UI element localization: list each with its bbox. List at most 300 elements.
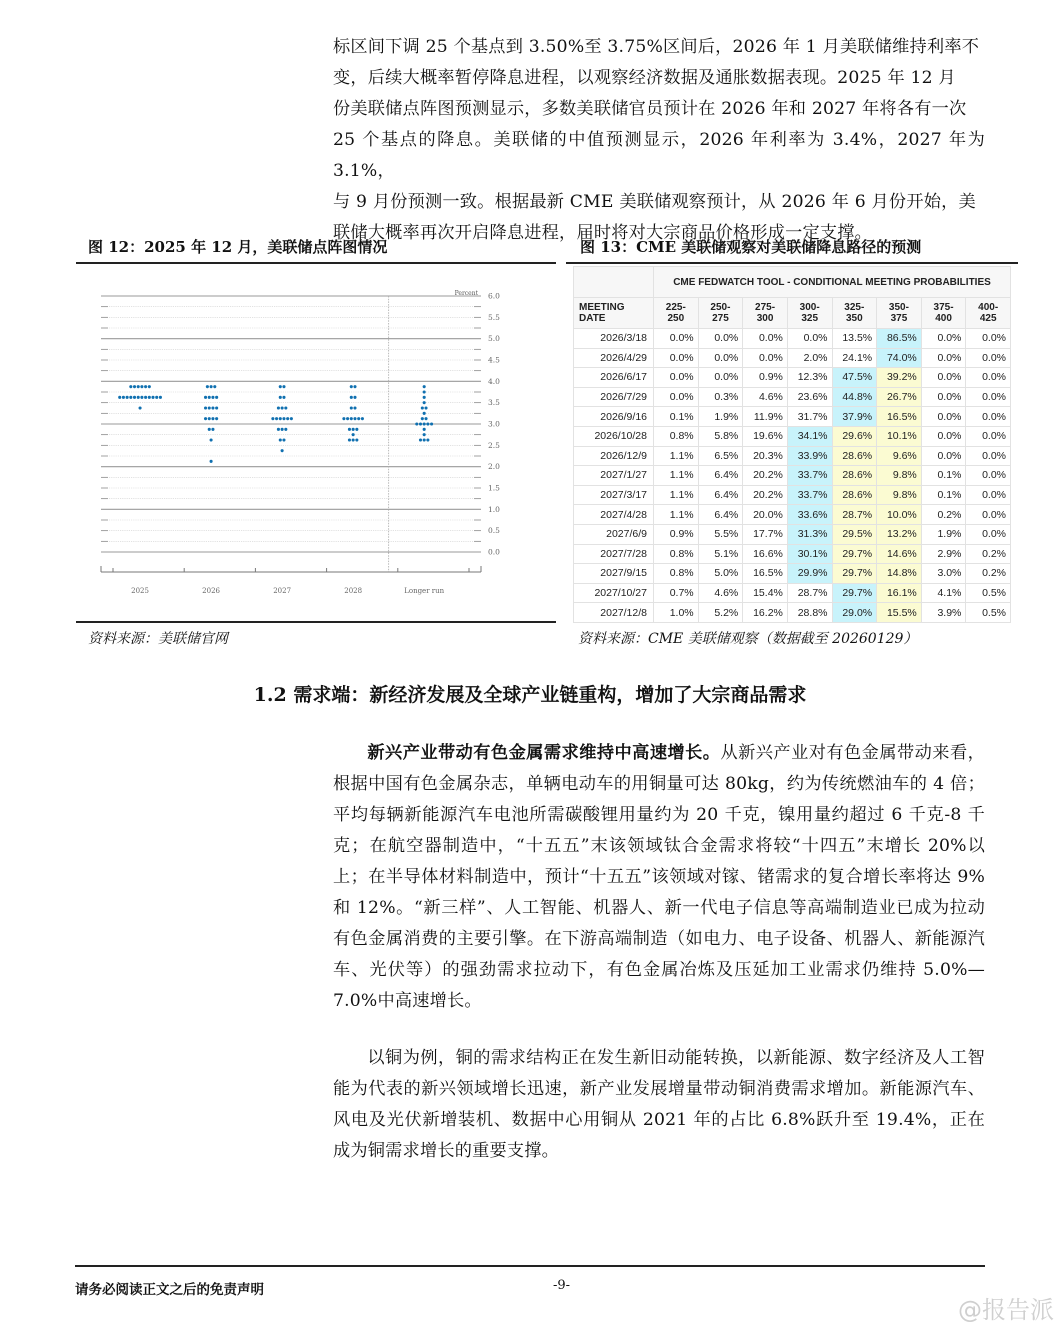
dot-point [352, 433, 355, 436]
probability-cell: 20.0% [743, 505, 788, 525]
dot-point [353, 385, 356, 388]
probability-cell: 14.8% [877, 564, 922, 584]
dot-point [129, 385, 132, 388]
table-row [574, 505, 1011, 525]
dot-point [204, 417, 207, 420]
probability-cell: 34.1% [787, 426, 832, 446]
probability-cell: 29.0% [832, 603, 877, 623]
dot-point [350, 385, 353, 388]
x-tick-label: 2026 [202, 587, 221, 595]
paragraph-body: 以铜为例，铜的需求结构正在发生新旧动能转换，以新能源、数字经济及人工智能为代表的新兴领域增长迅速，新产业发展增量带动铜消费需求增加。新能源汽车、风电及光伏新增装机、数据中心用铜从 2021 年的占比 6.8%跃升至 19.4%，正在成为铜需求增长的重要支撑。 [333, 1048, 985, 1161]
dot-point [211, 417, 214, 420]
dot-point [140, 385, 143, 388]
probability-cell: 19.6% [743, 426, 788, 446]
dot-point [215, 406, 218, 409]
dot-point [423, 438, 426, 441]
figure-12-bottom-rule [76, 621, 556, 623]
paragraph-lead: 新兴产业带动有色金属需求维持中高速增长。 [367, 743, 721, 763]
dot-point [286, 417, 289, 420]
dot-point [129, 396, 132, 399]
probability-cell: 0.0% [698, 329, 743, 349]
probability-cell: 5.0% [698, 564, 743, 584]
dot-point [211, 406, 214, 409]
probability-cell: 5.8% [698, 426, 743, 446]
dot-point [424, 417, 427, 420]
probability-cell: 31.3% [787, 524, 832, 544]
x-tick-label: Longer run [404, 587, 445, 595]
probability-cell: 31.7% [787, 407, 832, 427]
y-tick-label: 2.5 [488, 440, 500, 450]
probability-cell: 6.5% [698, 446, 743, 466]
dot-point [419, 422, 422, 425]
probability-cell: 20.2% [743, 485, 788, 505]
probability-cell: 0.8% [654, 426, 699, 446]
x-tick-label: 2027 [273, 587, 292, 595]
probability-cell: 0.0% [966, 387, 1011, 407]
probability-cell: 0.2% [921, 505, 966, 525]
y-tick-label: 2.0 [488, 462, 500, 472]
dot-point [355, 438, 358, 441]
meeting-date-cell: 2027/10/27 [574, 583, 654, 603]
dot-point [350, 396, 353, 399]
dot-point [352, 428, 355, 431]
probability-cell: 0.0% [921, 446, 966, 466]
probability-cell: 13.5% [832, 329, 877, 349]
probability-cell: 0.2% [966, 544, 1011, 564]
probability-cell: 0.0% [966, 466, 1011, 486]
probability-cell: 10.0% [877, 505, 922, 525]
dot-point [281, 449, 284, 452]
probability-cell: 39.2% [877, 368, 922, 388]
y-tick-label: 3.0 [488, 419, 500, 429]
probability-cell: 4.6% [743, 387, 788, 407]
cme-fedwatch-table-wrap [573, 266, 1011, 623]
probability-cell: 0.8% [654, 564, 699, 584]
dot-point [140, 396, 143, 399]
probability-cell: 0.0% [921, 426, 966, 446]
dot-point [423, 428, 426, 431]
table-row [574, 407, 1011, 427]
probability-cell: 0.5% [966, 583, 1011, 603]
probability-cell: 20.2% [743, 466, 788, 486]
probability-cell: 33.9% [787, 446, 832, 466]
table-corner-cell [574, 267, 654, 298]
probability-cell: 11.9% [743, 407, 788, 427]
meeting-date-cell: 2027/9/15 [574, 564, 654, 584]
dot-point [342, 417, 345, 420]
probability-cell: 3.9% [921, 603, 966, 623]
intro-line: 份美联储点阵图预测显示，多数美联储官员预计在 2026 年和 2027 年将各有一次 [333, 99, 967, 119]
table-row [574, 446, 1011, 466]
probability-cell: 0.0% [921, 387, 966, 407]
probability-cell: 9.8% [877, 485, 922, 505]
table-header-row [574, 298, 1011, 329]
probability-cell: 0.0% [966, 329, 1011, 349]
dot-plot-chart [90, 280, 530, 610]
dot-point [159, 396, 162, 399]
dot-point [208, 406, 211, 409]
dot-point [206, 385, 209, 388]
dot-point [126, 396, 129, 399]
probability-cell: 6.4% [698, 505, 743, 525]
dot-point [271, 417, 274, 420]
dot-point [348, 428, 351, 431]
dot-point [210, 438, 213, 441]
figure-13-rule [566, 262, 1018, 264]
dot-point [352, 438, 355, 441]
probability-cell: 1.1% [654, 485, 699, 505]
probability-cell: 33.7% [787, 485, 832, 505]
y-tick-label: 1.0 [488, 504, 500, 514]
dot-point [282, 396, 285, 399]
probability-cell: 16.1% [877, 583, 922, 603]
y-tick-label: 6.0 [488, 291, 500, 301]
table-row [574, 524, 1011, 544]
probability-cell: 15.5% [877, 603, 922, 623]
probability-cell: 16.5% [877, 407, 922, 427]
probability-cell: 47.5% [832, 368, 877, 388]
probability-cell: 13.2% [877, 524, 922, 544]
dot-point [208, 428, 211, 431]
column-header-rate-range: 275-300 [743, 298, 788, 329]
table-row [574, 387, 1011, 407]
y-tick-label: 4.5 [488, 355, 500, 365]
probability-cell: 28.6% [832, 446, 877, 466]
dot-plot-y-label: Percent [454, 290, 478, 297]
probability-cell: 29.7% [832, 583, 877, 603]
probability-cell: 0.1% [921, 466, 966, 486]
table-title: CME FEDWATCH TOOL - CONDITIONAL MEETING PROBABILITIES [654, 267, 1011, 298]
cme-fedwatch-table [573, 266, 1011, 623]
probability-cell: 10.1% [877, 426, 922, 446]
probability-cell: 0.0% [921, 407, 966, 427]
meeting-date-cell: 2027/7/28 [574, 544, 654, 564]
y-tick-label: 5.5 [488, 312, 500, 322]
dot-point [210, 460, 213, 463]
probability-cell: 16.2% [743, 603, 788, 623]
probability-cell: 0.5% [966, 603, 1011, 623]
x-tick-label: 2025 [131, 587, 149, 595]
meeting-date-cell: 2026/9/16 [574, 407, 654, 427]
x-tick-label: 2028 [344, 587, 363, 595]
y-tick-label: 1.5 [488, 483, 500, 493]
probability-cell: 28.8% [787, 603, 832, 623]
probability-cell: 0.0% [921, 348, 966, 368]
table-row [574, 583, 1011, 603]
probability-cell: 29.7% [832, 564, 877, 584]
dot-point [353, 406, 356, 409]
probability-cell: 0.3% [698, 387, 743, 407]
probability-cell: 29.6% [832, 426, 877, 446]
probability-cell: 0.0% [966, 446, 1011, 466]
dot-point [353, 396, 356, 399]
intro-line: 变，后续大概率暂停降息进程，以观察经济数据及通胀数据表现。2025 年 12 月 [333, 68, 956, 88]
probability-cell: 0.1% [921, 485, 966, 505]
dot-point [350, 406, 353, 409]
probability-cell: 3.0% [921, 564, 966, 584]
meeting-date-cell: 2026/4/29 [574, 348, 654, 368]
dot-point [426, 422, 429, 425]
probability-cell: 0.0% [921, 329, 966, 349]
dot-point [281, 428, 284, 431]
table-body [574, 329, 1011, 623]
probability-cell: 1.1% [654, 466, 699, 486]
probability-cell: 37.9% [832, 407, 877, 427]
intro-line: 联储大概率再次开启降息进程，届时将对大宗商品价格形成一定支撑。 [333, 223, 873, 243]
probability-cell: 33.6% [787, 505, 832, 525]
dot-point [279, 417, 282, 420]
dot-point [213, 385, 216, 388]
probability-cell: 0.0% [966, 407, 1011, 427]
meeting-date-cell: 2026/6/17 [574, 368, 654, 388]
dot-point [277, 406, 280, 409]
dot-point [423, 390, 426, 393]
dot-point [282, 438, 285, 441]
probability-cell: 23.6% [787, 387, 832, 407]
probability-cell: 0.0% [654, 387, 699, 407]
dot-point [133, 396, 136, 399]
dot-point [281, 406, 284, 409]
probability-cell: 28.6% [832, 485, 877, 505]
dot-point [137, 396, 140, 399]
paragraph-body: 从新兴产业对有色金属带动来看，根据中国有色金属杂志，单辆电动车的用铜量可达 80kg，约为传统燃油车的 4 倍；平均每辆新能源汽车电池所需碳酸锂用量约为 20 千克，镍用量约超过 6 千克-8 千克；在航空器制造中，“十五五”末该领域钛合金需求将较“十四五”末增长 20%以上；在半导体材料制造中，预计“十五五”该领域对镓、锗需求的复合增长率将达 9%和 12%。“新三样”、人工智能、机器人、新一代电子信息等高端制造业已成为拉动有色金属消费的主要引擎。在下游高端制造（如电力、电子设备、机器人、新能源汽车、光伏等）的强劲需求拉动下，有色金属冶炼及压延加工业需求仍维持 5.0%—7.0%中高速增长。 [333, 743, 985, 1011]
probability-cell: 0.0% [966, 524, 1011, 544]
column-header-rate-range: 300-325 [787, 298, 832, 329]
probability-cell: 5.2% [698, 603, 743, 623]
dot-point [151, 396, 154, 399]
column-header-rate-range: 250-275 [698, 298, 743, 329]
figure-13-title: 图 13：CME 美联储观察对美联储降息路径的预测 [580, 238, 922, 256]
dot-point [215, 396, 218, 399]
column-header-meeting-date: MEETING DATE [574, 298, 654, 329]
probability-cell: 2.9% [921, 544, 966, 564]
dot-point [279, 385, 282, 388]
probability-cell: 28.7% [787, 583, 832, 603]
dot-point [423, 401, 426, 404]
probability-cell: 33.7% [787, 466, 832, 486]
probability-cell: 30.1% [787, 544, 832, 564]
dot-point [275, 417, 278, 420]
probability-cell: 4.6% [698, 583, 743, 603]
dot-point [426, 438, 429, 441]
column-header-rate-range: 350-375 [877, 298, 922, 329]
probability-cell: 44.8% [832, 387, 877, 407]
dot-point [415, 422, 418, 425]
meeting-date-cell: 2026/12/9 [574, 446, 654, 466]
probability-cell: 28.7% [832, 505, 877, 525]
dot-point [421, 417, 424, 420]
probability-cell: 1.9% [921, 524, 966, 544]
probability-cell: 1.1% [654, 446, 699, 466]
table-row [574, 544, 1011, 564]
probability-cell: 9.8% [877, 466, 922, 486]
probability-cell: 2.0% [787, 348, 832, 368]
probability-cell: 28.6% [832, 466, 877, 486]
intro-paragraph [333, 32, 985, 249]
dot-point [118, 396, 121, 399]
dot-point [423, 412, 426, 415]
probability-cell: 1.9% [698, 407, 743, 427]
dot-point [279, 396, 282, 399]
intro-line: 25 个基点的降息。美联储的中值预测显示，2026 年利率为 3.4%，2027 年为 3.1%， [333, 130, 985, 181]
meeting-date-cell: 2026/3/18 [574, 329, 654, 349]
probability-cell: 0.0% [966, 485, 1011, 505]
probability-cell: 1.0% [654, 603, 699, 623]
table-row [574, 368, 1011, 388]
y-tick-label: 0.5 [488, 526, 500, 536]
probability-cell: 0.0% [654, 348, 699, 368]
dot-point [423, 396, 426, 399]
probability-cell: 0.0% [743, 329, 788, 349]
dot-point [284, 428, 287, 431]
probability-cell: 14.6% [877, 544, 922, 564]
probability-cell: 26.7% [877, 387, 922, 407]
figure-12-title: 图 12：2025 年 12 月，美联储点阵图情况 [88, 238, 388, 256]
probability-cell: 9.6% [877, 446, 922, 466]
column-header-rate-range: 325-350 [832, 298, 877, 329]
probability-cell: 0.8% [654, 544, 699, 564]
table-row [574, 564, 1011, 584]
dot-point [290, 417, 293, 420]
dot-point [419, 438, 422, 441]
dot-point [133, 385, 136, 388]
probability-cell: 4.1% [921, 583, 966, 603]
probability-cell: 0.0% [654, 368, 699, 388]
y-tick-label: 0.0 [488, 547, 500, 557]
probability-cell: 0.9% [654, 524, 699, 544]
probability-cell: 0.7% [654, 583, 699, 603]
section-heading: 1.2 需求端：新经济发展及全球产业链重构，增加了大宗商品需求 [253, 684, 807, 706]
dot-point [211, 428, 214, 431]
probability-cell: 0.0% [966, 426, 1011, 446]
figure-13-source: 资料来源：CME 美联储观察（数据截至 20260129） [578, 631, 918, 647]
dot-point [423, 422, 426, 425]
dot-point [277, 428, 280, 431]
table-row [574, 426, 1011, 446]
meeting-date-cell: 2027/3/17 [574, 485, 654, 505]
probability-cell: 24.1% [832, 348, 877, 368]
meeting-date-cell: 2026/10/28 [574, 426, 654, 446]
footer-disclaimer: 请务必阅读正文之后的免责声明 [75, 1282, 264, 1298]
probability-cell: 0.0% [966, 505, 1011, 525]
dot-point [279, 438, 282, 441]
dot-point [148, 396, 151, 399]
probability-cell: 1.1% [654, 505, 699, 525]
dot-point [148, 385, 151, 388]
probability-cell: 86.5% [877, 329, 922, 349]
probability-cell: 74.0% [877, 348, 922, 368]
probability-cell: 29.7% [832, 544, 877, 564]
probability-cell: 15.4% [743, 583, 788, 603]
dot-point [139, 406, 142, 409]
dot-point [430, 422, 433, 425]
dot-point [353, 417, 356, 420]
dot-point [424, 406, 427, 409]
dot-point [350, 417, 353, 420]
figure-12-source: 资料来源：美联储官网 [88, 631, 228, 647]
probability-cell: 0.0% [921, 368, 966, 388]
meeting-date-cell: 2027/12/8 [574, 603, 654, 623]
table-row [574, 329, 1011, 349]
probability-cell: 0.0% [966, 348, 1011, 368]
paragraph-copper [333, 1043, 985, 1167]
dot-point [348, 438, 351, 441]
probability-cell: 29.9% [787, 564, 832, 584]
dot-point [204, 406, 207, 409]
dot-point [357, 417, 360, 420]
probability-cell: 0.0% [787, 329, 832, 349]
probability-cell: 0.1% [654, 407, 699, 427]
dot-plot-x-axis [101, 566, 481, 595]
probability-cell: 0.0% [698, 348, 743, 368]
meeting-date-cell: 2027/1/27 [574, 466, 654, 486]
watermark-logo: @报告派 [958, 1296, 1054, 1324]
probability-cell: 16.6% [743, 544, 788, 564]
y-tick-label: 5.0 [488, 334, 500, 344]
probability-cell: 5.5% [698, 524, 743, 544]
dot-point [423, 385, 426, 388]
dot-point [211, 396, 214, 399]
dot-point [210, 385, 213, 388]
page-number: -9- [553, 1278, 571, 1293]
probability-cell: 0.0% [698, 368, 743, 388]
paragraph-emerging-industries [333, 738, 985, 1017]
column-header-rate-range: 225-250 [654, 298, 699, 329]
dot-point [215, 417, 218, 420]
probability-cell: 17.7% [743, 524, 788, 544]
intro-line: 与 9 月份预测一致。根据最新 CME 美联储观察预计，从 2026 年 6 月份开始，美 [333, 192, 976, 212]
probability-cell: 6.4% [698, 485, 743, 505]
dot-point [346, 417, 349, 420]
probability-cell: 0.0% [966, 368, 1011, 388]
dot-point [208, 396, 211, 399]
meeting-date-cell: 2027/4/28 [574, 505, 654, 525]
meeting-date-cell: 2027/6/9 [574, 524, 654, 544]
dot-point [282, 385, 285, 388]
intro-line: 标区间下调 25 个基点到 3.50%至 3.75%区间后，2026 年 1 月美联储维持利率不 [333, 37, 980, 57]
column-header-rate-range: 375-400 [921, 298, 966, 329]
dot-point [355, 428, 358, 431]
dot-plot-y-ticks [488, 292, 500, 557]
probability-cell: 0.0% [654, 329, 699, 349]
y-tick-label: 3.5 [488, 398, 500, 408]
dot-point [282, 417, 285, 420]
dot-point [423, 433, 426, 436]
probability-cell: 0.9% [743, 368, 788, 388]
dot-point [137, 385, 140, 388]
table-row [574, 485, 1011, 505]
column-header-rate-range: 400-425 [966, 298, 1011, 329]
dot-point [144, 385, 147, 388]
dot-point [155, 396, 158, 399]
table-row [574, 348, 1011, 368]
probability-cell: 29.5% [832, 524, 877, 544]
meeting-date-cell: 2026/7/29 [574, 387, 654, 407]
footer-rule [75, 1265, 985, 1267]
dot-point [144, 396, 147, 399]
probability-cell: 20.3% [743, 446, 788, 466]
probability-cell: 6.4% [698, 466, 743, 486]
dot-point [361, 417, 364, 420]
probability-cell: 0.2% [966, 564, 1011, 584]
table-row [574, 603, 1011, 623]
probability-cell: 16.5% [743, 564, 788, 584]
dot-point [421, 406, 424, 409]
probability-cell: 12.3% [787, 368, 832, 388]
table-row [574, 466, 1011, 486]
probability-cell: 0.0% [743, 348, 788, 368]
figure-12-rule [76, 262, 556, 264]
